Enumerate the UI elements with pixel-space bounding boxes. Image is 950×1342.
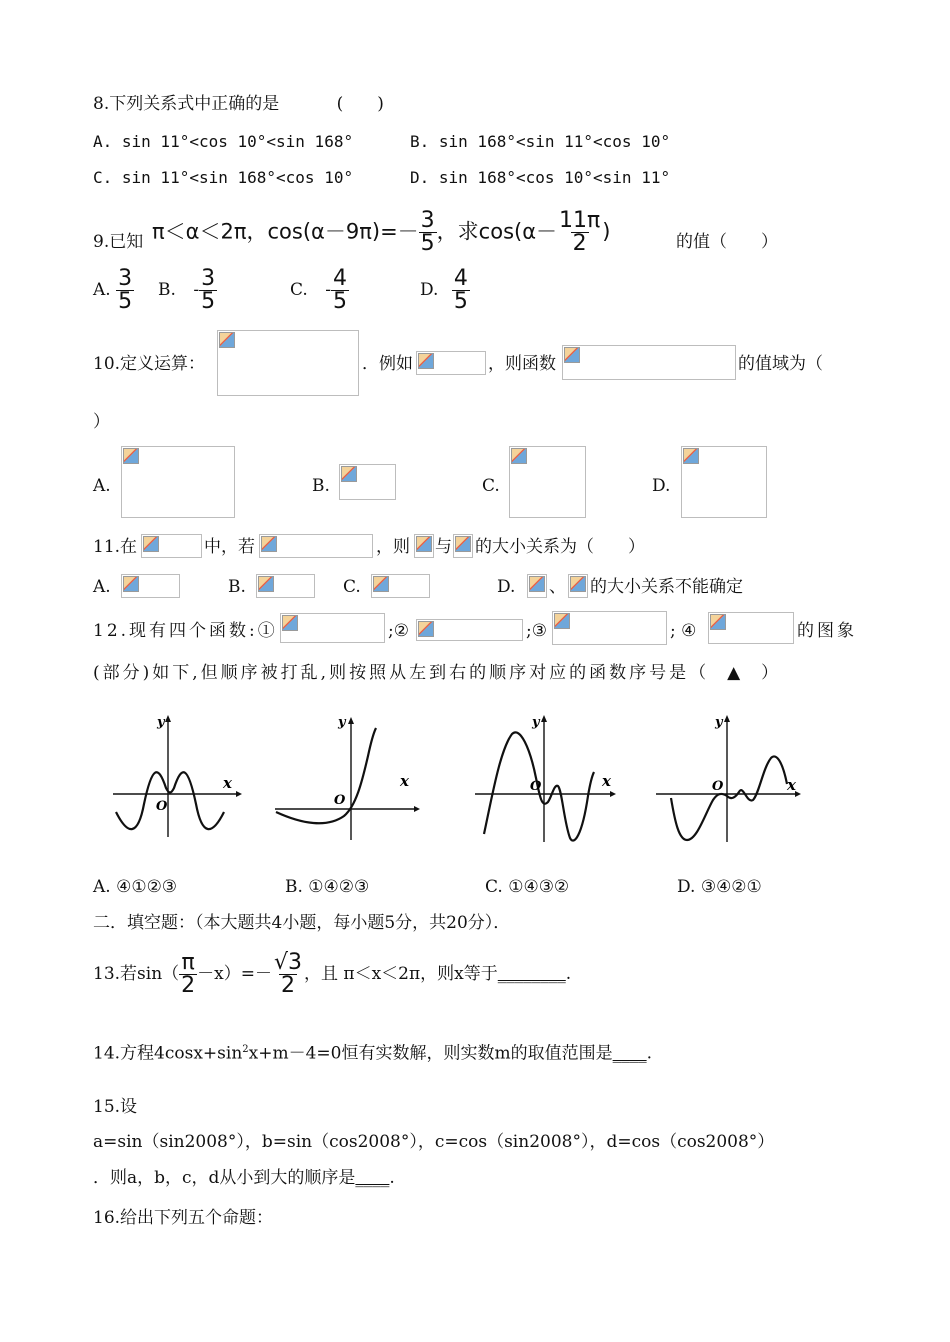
q9-prefix: 9.已知 [93,232,144,252]
q15-blank: ____ [355,1168,390,1188]
q8-option-d: D. sin 168°<cos 10°<sin 11° [410,168,671,187]
q12-option-c: C. ①④③② [485,877,570,897]
q12-graph-4 [653,712,813,847]
q15-stem: 15.设 [93,1097,138,1117]
q12-graph-2-x-label: x [400,772,409,790]
q10-function-image [562,345,736,380]
q16-stem: 16.给出下列五个命题： [93,1208,274,1228]
q12-graph-1-origin: O [156,799,168,814]
q11-option-c: C. [343,577,361,597]
q9-option-b: B. - $\frac{3}{5}$ [158,266,216,314]
q10-option-a-image [121,446,235,518]
q12-graph-1 [108,712,243,842]
q11-triangle-image [141,534,202,558]
q11-option-b-image [256,574,315,598]
q12-function-1-image [280,613,385,643]
q11-option-d-text: 的大小关系不能确定 [590,577,743,597]
q11-option-a-image [121,574,180,598]
q10-mid1: ．例如 [362,354,413,374]
q12-option-b: B. ①④②③ [285,877,370,897]
q11-option-b: B. [228,577,246,597]
q11-prefix: 11.在 [93,537,138,557]
q12-graph-1-x-label: x [223,774,232,792]
q9-suffix: 的值（ ） [676,232,778,252]
q9-option-c: C. - $\frac{4}{5}$ [290,266,347,314]
q10-option-b: B. [312,476,330,496]
q11-expr1-image [414,534,434,558]
q10-example-image [416,351,486,375]
q12-prefix: 12.现有四个函数:① [93,621,278,641]
q10-mid2: ，则函数 [488,354,556,374]
q9-fraction-1: $\frac{3}{5}$ [420,208,435,256]
q11-mid1: 中，若 [204,537,255,557]
q10-option-d-image [681,446,767,518]
q12-line2: (部分)如下,但顺序被打乱,则按照从左到右的顺序对应的函数序号是（ ▲ ） [93,663,782,683]
q12-suffix: 的图象 [797,621,857,641]
q11-mid2: ，则 [376,537,410,557]
q12-graph-3 [472,712,622,847]
q12-answer-marker: ▲ [727,663,744,683]
q12-graph-2-y-label: y [338,715,346,730]
q10-option-c: C. [482,476,500,496]
q11-mid3: 与 [435,537,452,557]
q12-graph-1-y-label: y [157,715,165,730]
q13-blank: ________ [497,964,566,984]
q10-paren-close: ） [93,412,110,432]
q13-fraction-1: $\frac{\pi}{2}$ [181,950,196,998]
q11-option-d-image-1 [527,574,547,598]
q13-fraction-2: $\frac{√3}{2}$ [274,950,303,998]
q12-graph-2 [272,712,432,842]
q8-stem: 8.下列关系式中正确的是 ( ) [93,94,384,114]
q11-condition-image [259,534,373,558]
q12-sep2: ;② [388,621,409,641]
q10-option-c-image [509,446,586,518]
q11-option-d: D. [497,577,516,597]
q12-graph-3-x-label: x [602,772,611,790]
q11-suffix: 的大小关系为（ ） [475,537,645,557]
q9-option-d: D. $\frac{4}{5}$ [420,266,468,314]
q12-function-4-image [708,612,794,644]
q9-condition: π＜α＜2π，cos(α－9π)=－ $\frac{3}{5}$ ，求cos(α－ $\frac{11\pi}{2}$ ) [152,208,611,256]
q11-option-d-image-2 [568,574,588,598]
q10-operation-image [217,330,359,396]
q12-function-2-image [416,619,523,641]
q10-option-b-image [339,464,396,500]
q12-graph-4-x-label: x [787,776,796,794]
q12-graph-4-origin: O [712,779,724,794]
q12-function-3-image [552,611,667,645]
q11-option-c-image [371,574,430,598]
q14: 14.方程$4\cos x+\sin^2x+m-4=0$恒有实数解，则实数m的取值范围是____. [93,1043,653,1064]
q11-option-a: A. [93,577,111,597]
q10-suffix: 的值域为（ [738,354,823,374]
q14-blank: ____ [612,1043,647,1064]
q12-sep4: ; ④ [670,621,697,641]
q15-definitions: a=sin（sin2008°），b=sin（cos2008°），c=cos（sin2008°），d=cos（cos2008°） [93,1132,775,1152]
q11-expr2-image [453,534,473,558]
q12-graph-4-y-label: y [715,715,723,730]
section-2-heading: 二．填空题：（本大题共4小题，每小题5分，共20分）． [93,913,511,933]
q12-graph-3-y-label: y [532,715,540,730]
q12-graph-3-origin: O [530,779,542,794]
q9-fraction-2: $\frac{11\pi}{2}$ [559,208,601,256]
q12-graph-2-origin: O [334,793,346,808]
q13: 13.若sin（ $\frac{\pi}{2}$ －x）=－ $\frac{√3}{2}$ ，且 π＜x＜2π，则x等于________. [93,950,572,998]
q12-option-a: A. ④①②③ [93,877,178,897]
q12-sep3: ;③ [526,621,547,641]
q15-question: ．则a，b，c，d从小到大的顺序是____. [93,1168,395,1188]
q10-option-d: D. [652,476,671,496]
q8-option-a: A. sin 11°<cos 10°<sin 168° [93,132,354,151]
q8-option-b: B. sin 168°<sin 11°<cos 10° [410,132,671,151]
q9-option-a: A. $\frac{3}{5}$ [93,266,133,314]
q10-prefix: 10.定义运算： [93,354,206,374]
q10-option-a: A. [93,476,111,496]
q12-option-d: D. ③④②① [677,877,762,897]
q11-option-d-sep: 、 [549,577,566,597]
q8-option-c: C. sin 11°<sin 168°<cos 10° [93,168,354,187]
